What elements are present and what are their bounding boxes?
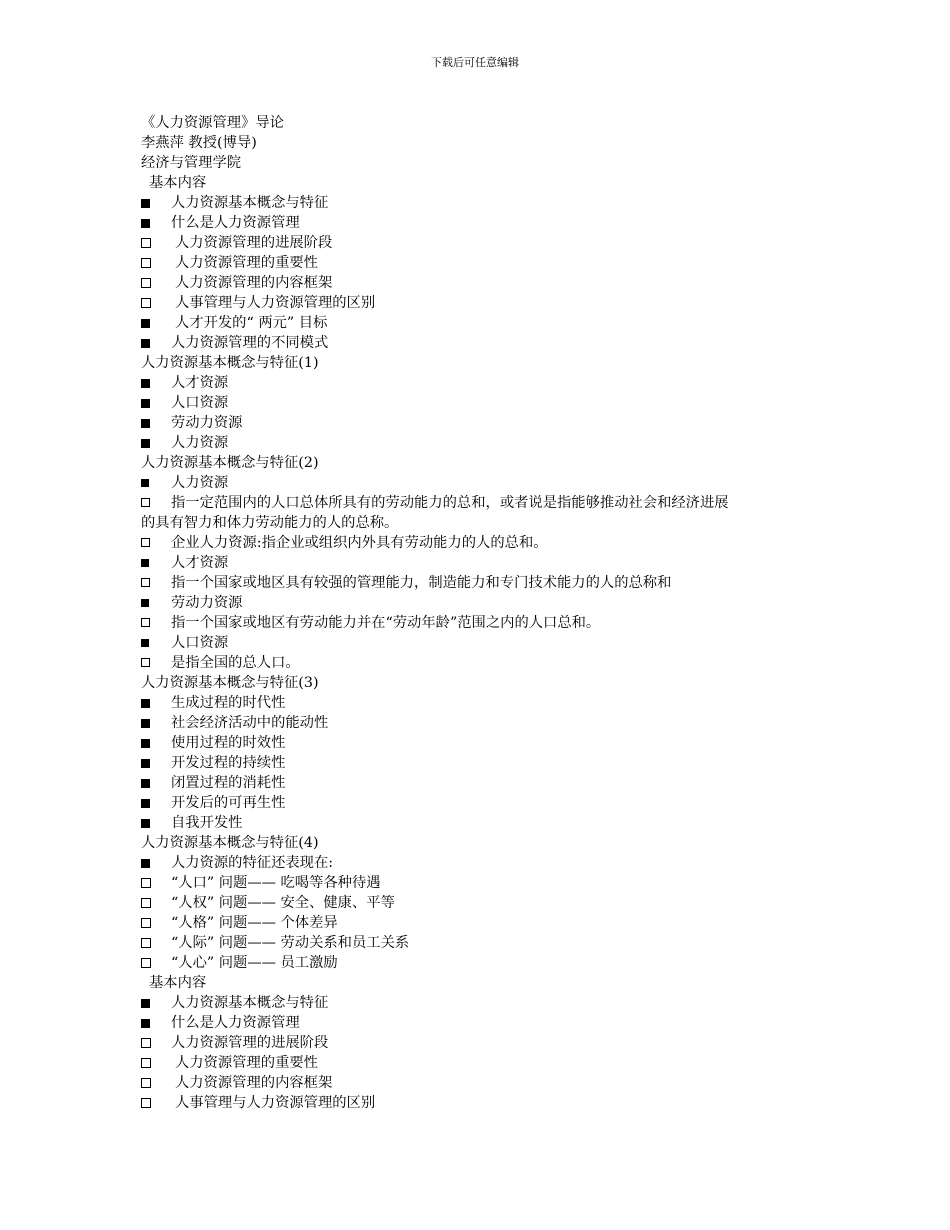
heading-line: 李燕萍 教授(博导): [141, 135, 257, 151]
hollow-square-bullet-icon: [141, 913, 171, 933]
bullet-text: 人力资源: [171, 475, 229, 491]
bullet-item: [141, 653, 821, 673]
bullet-item: [141, 373, 821, 393]
bullet-text: 自我开发性: [171, 815, 243, 831]
heading-line: 《人力资源管理》导论: [141, 115, 284, 131]
bullet-item: [141, 993, 821, 1013]
section-label: 基本内容: [149, 175, 207, 191]
bullet-item: [141, 533, 821, 553]
bullet-text: 什么是人力资源管理: [171, 215, 300, 231]
bullet-item: [141, 333, 821, 353]
filled-square-bullet-icon: [141, 433, 171, 453]
bullet-text: 劳动力资源: [171, 415, 243, 431]
filled-square-bullet-icon: [141, 993, 171, 1013]
bullet-text: 人才开发的“ 两元” 目标: [175, 315, 328, 331]
heading-line: 人力资源基本概念与特征(3): [141, 675, 319, 691]
bullet-item: [141, 393, 821, 413]
bullet-item: [141, 873, 821, 893]
bullet-item: [141, 213, 821, 233]
bullet-text: 指一个国家或地区具有较强的管理能力，制造能力和专门技术能力的人的总称和: [171, 575, 672, 591]
hollow-square-bullet-icon: [141, 533, 171, 553]
bullet-item: [141, 473, 821, 493]
bullet-item: [141, 1033, 821, 1053]
bullet-text: “人权” 问题—— 安全、健康、平等: [171, 895, 395, 911]
bullet-item: [141, 233, 821, 253]
bullet-item: [141, 613, 821, 633]
bullet-item: [141, 553, 821, 573]
hollow-square-bullet-icon: [141, 1093, 171, 1113]
bullet-item: [141, 773, 821, 793]
bullet-text: 闭置过程的消耗性: [171, 775, 286, 791]
bullet-item: [141, 193, 821, 213]
bullet-text: 人力资源管理的重要性: [175, 255, 318, 271]
bullet-item: [141, 953, 821, 973]
bullet-text: “人格” 问题—— 个体差异: [171, 915, 338, 931]
bullet-item: [141, 593, 821, 613]
filled-square-bullet-icon: [141, 393, 171, 413]
bullet-text: 指一个国家或地区有劳动能力并在“劳动年龄”范围之内的人口总和。: [171, 615, 601, 631]
heading-line: 人力资源基本概念与特征(1): [141, 355, 319, 371]
document-body: [141, 113, 821, 1113]
bullet-text: 生成过程的时代性: [171, 695, 286, 711]
filled-square-bullet-icon: [141, 733, 171, 753]
section-label: 基本内容: [149, 975, 207, 991]
bullet-item: [141, 1053, 821, 1073]
bullet-text: 人事管理与人力资源管理的区别: [175, 295, 376, 311]
bullet-item: [141, 713, 821, 733]
hollow-square-bullet-icon: [141, 1073, 171, 1093]
bullet-text: 人力资源管理的进展阶段: [175, 235, 333, 251]
hollow-square-bullet-icon: [141, 653, 171, 673]
filled-square-bullet-icon: [141, 713, 171, 733]
filled-square-bullet-icon: [141, 793, 171, 813]
bullet-text: 使用过程的时效性: [171, 735, 286, 751]
bullet-item: [141, 573, 821, 593]
filled-square-bullet-icon: [141, 473, 171, 493]
filled-square-bullet-icon: [141, 193, 171, 213]
bullet-text: 什么是人力资源管理: [171, 1015, 300, 1031]
bullet-text: 是指全国的总人口。: [171, 655, 300, 671]
bullet-text: 开发后的可再生性: [171, 795, 286, 811]
bullet-item: [141, 493, 821, 513]
bullet-text: “人口” 问题—— 吃喝等各种待遇: [171, 875, 381, 891]
bullet-item: [141, 1073, 821, 1093]
filled-square-bullet-icon: [141, 813, 171, 833]
filled-square-bullet-icon: [141, 593, 171, 613]
hollow-square-bullet-icon: [141, 893, 171, 913]
filled-square-bullet-icon: [141, 553, 171, 573]
hollow-square-bullet-icon: [141, 953, 171, 973]
bullet-text: 劳动力资源: [171, 595, 243, 611]
bullet-text: 人力资源管理的内容框架: [175, 1075, 333, 1091]
bullet-item: [141, 733, 821, 753]
filled-square-bullet-icon: [141, 313, 171, 333]
bullet-item: [141, 1093, 821, 1113]
filled-square-bullet-icon: [141, 373, 171, 393]
bullet-item: [141, 913, 821, 933]
bullet-text: 人力资源基本概念与特征: [171, 995, 329, 1011]
hollow-square-bullet-icon: [141, 933, 171, 953]
bullet-text: 企业人力资源:指企业或组织内外具有劳动能力的人的总和。: [171, 535, 548, 551]
bullet-text: “人际” 问题—— 劳动关系和员工关系: [171, 935, 410, 951]
hollow-square-bullet-icon: [141, 273, 171, 293]
bullet-text: 人口资源: [171, 635, 229, 651]
bullet-item: [141, 413, 821, 433]
bullet-text: 人力资源: [171, 435, 229, 451]
hollow-square-bullet-icon: [141, 873, 171, 893]
bullet-text: 社会经济活动中的能动性: [171, 715, 329, 731]
filled-square-bullet-icon: [141, 753, 171, 773]
bullet-text: 人力资源管理的重要性: [175, 1055, 318, 1071]
bullet-item: [141, 793, 821, 813]
bullet-text: 人事管理与人力资源管理的区别: [175, 1095, 376, 1111]
bullet-item: [141, 853, 821, 873]
hollow-square-bullet-icon: [141, 1053, 171, 1073]
hollow-square-bullet-icon: [141, 253, 171, 273]
hollow-square-bullet-icon: [141, 233, 171, 253]
bullet-item: [141, 293, 821, 313]
filled-square-bullet-icon: [141, 1013, 171, 1033]
bullet-item: [141, 633, 821, 653]
bullet-text: 开发过程的持续性: [171, 755, 286, 771]
bullet-item: [141, 693, 821, 713]
bullet-item: [141, 813, 821, 833]
filled-square-bullet-icon: [141, 773, 171, 793]
filled-square-bullet-icon: [141, 413, 171, 433]
bullet-text: 人力资源管理的不同模式: [171, 335, 329, 351]
bullet-item: [141, 253, 821, 273]
filled-square-bullet-icon: [141, 333, 171, 353]
bullet-item: [141, 893, 821, 913]
bullet-text: 人才资源: [171, 375, 229, 391]
bullet-text: 人口资源: [171, 395, 229, 411]
bullet-text: 人力资源基本概念与特征: [171, 195, 329, 211]
bullet-item: [141, 1013, 821, 1033]
filled-square-bullet-icon: [141, 633, 171, 653]
bullet-text: 人力资源的特征还表现在:: [171, 855, 334, 871]
bullet-item: [141, 933, 821, 953]
bullet-item: [141, 273, 821, 293]
bullet-item: [141, 753, 821, 773]
hollow-square-bullet-icon: [141, 293, 171, 313]
bullet-text: “人心” 问题—— 员工激励: [171, 955, 338, 971]
page-header: 下载后可任意编辑: [431, 56, 519, 69]
bullet-text: 人力资源管理的内容框架: [175, 275, 333, 291]
bullet-text: 人才资源: [171, 555, 229, 571]
heading-line: 经济与管理学院: [141, 155, 242, 171]
bullet-text: 人力资源管理的进展阶段: [171, 1035, 329, 1051]
hollow-square-bullet-icon: [141, 493, 171, 513]
hollow-square-bullet-icon: [141, 573, 171, 593]
filled-square-bullet-icon: [141, 693, 171, 713]
bullet-text-continuation: 的具有智力和体力劳动能力的人的总称。: [141, 515, 399, 531]
hollow-square-bullet-icon: [141, 1033, 171, 1053]
filled-square-bullet-icon: [141, 853, 171, 873]
bullet-item: [141, 313, 821, 333]
hollow-square-bullet-icon: [141, 613, 171, 633]
bullet-text: 指一定范围内的人口总体所具有的劳动能力的总和，或者说是指能够推动社会和经济进展: [171, 495, 729, 511]
filled-square-bullet-icon: [141, 213, 171, 233]
heading-line: 人力资源基本概念与特征(4): [141, 835, 319, 851]
heading-line: 人力资源基本概念与特征(2): [141, 455, 319, 471]
bullet-item: [141, 433, 821, 453]
